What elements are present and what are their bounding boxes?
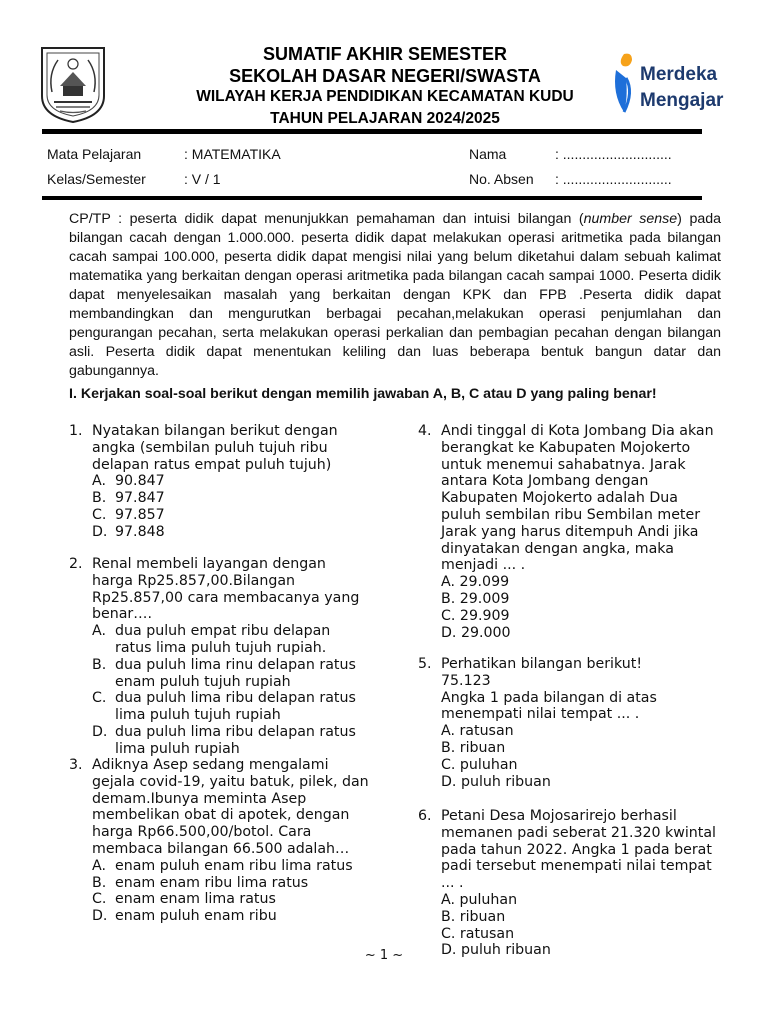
answer-option[interactable]: D. puluh ribuan (441, 942, 551, 959)
class-value: : V / 1 (184, 171, 221, 187)
question-text: Renal membeli layangan dengan harga Rp25.857,00.Bilangan Rp25.857,00 cara membacanya yang benar…. (92, 556, 360, 623)
exam-title: SUMATIF AKHIR SEMESTER (262, 44, 507, 64)
answer-option[interactable]: C. enam enam lima ratus (92, 891, 276, 908)
regional-emblem-logo (38, 44, 108, 124)
name-label: Nama (469, 146, 507, 162)
absen-field[interactable]: : ............................ (555, 171, 672, 187)
page-number: ~ 1 ~ (364, 948, 404, 963)
question-number: 5. (418, 656, 432, 672)
answer-option[interactable]: D. puluh ribuan (441, 773, 551, 790)
answer-option[interactable]: B. 97.847 (92, 490, 165, 507)
answer-option[interactable]: C. ratusan (441, 925, 515, 942)
question-number: 4. (418, 423, 432, 439)
answer-option[interactable]: C. 97.857 (92, 506, 165, 523)
logo-word-merdeka: Merdeka (640, 64, 718, 85)
question-text: Petani Desa Mojosarirejo berhasil memanen padi seberat 21.320 kwintal pada tahun 2022. Angka 1 pada berat padi tersebut menempati nilai tempat ... . (441, 808, 717, 892)
academic-year: TAHUN PELAJARAN 2024/2025 (270, 110, 500, 127)
question-1 (69, 423, 369, 541)
question-text: Andi tinggal di Kota Jombang Dia akan berangkat ke Kabupaten Mojokerto untuk menemui sahabatnya. Jarak antara Kota Jombang dengan Kabupaten Mojokerto adalah Dua puluh sembilan ribu Sembilan meter Jarak yang harus ditempuh Andi jika dinyatakan dengan angka, maka menjadi ... . (441, 423, 714, 574)
answer-option[interactable]: D. 29.000 (441, 624, 511, 641)
merdeka-mengajar-logo (610, 50, 724, 122)
question-number: 1. (69, 423, 83, 439)
question-number: 2. (69, 556, 83, 572)
answer-option[interactable]: C. 29.909 (441, 607, 510, 624)
question-text: Nyatakan bilangan berikut dengan angka (sembilan puluh tujuh ribu delapan ratus empat puluh tujuh) (92, 423, 338, 473)
logo-word-mengajar: Mengajar (640, 90, 724, 111)
answer-option[interactable]: B. ribuan (441, 739, 506, 756)
answer-option[interactable]: A. puluhan (441, 891, 518, 908)
question-2 (69, 556, 369, 758)
question-6 (418, 808, 718, 959)
question-number: 3. (69, 757, 83, 773)
answer-option[interactable]: C. puluhan (441, 756, 518, 773)
answer-option[interactable]: D. dua puluh lima ribu delapan ratus lima puluh rupiah (92, 723, 356, 757)
question-5 (418, 656, 718, 790)
question-text: Perhatikan bilangan berikut! (441, 656, 643, 672)
learning-objectives (69, 210, 721, 381)
question-number: 6. (418, 808, 432, 824)
cptp-italic-term: number sense (583, 211, 678, 227)
section-instruction: I. Kerjakan soal-soal berikut dengan memilih jawaban A, B, C atau D yang paling benar! (69, 386, 657, 402)
question-text: Adiknya Asep sedang mengalami gejala covid-19, yaitu batuk, pilek, dan demam.Ibunya meminta Asep membelikan obat di apotek, dengan harga Rp66.500,00/botol. Cara membaca bilangan 66.500 adalah… (92, 757, 369, 857)
question-3 (69, 757, 369, 925)
class-label: Kelas/Semester (47, 171, 146, 187)
answer-option[interactable]: A. 29.099 (441, 574, 510, 591)
name-field[interactable]: : ............................ (555, 146, 672, 162)
header-divider (42, 129, 702, 134)
answer-option[interactable]: C. dua puluh lima ribu delapan ratus lima puluh tujuh rupiah (92, 690, 356, 724)
answer-option[interactable]: A. dua puluh empat ribu delapan ratus lima puluh tujuh rupiah. (92, 623, 331, 656)
answer-option[interactable]: B. ribuan (441, 908, 506, 925)
subject-value: : MATEMATIKA (184, 146, 281, 162)
absen-label: No. Absen (469, 171, 534, 187)
question-text: Angka 1 pada bilangan di atas menempati nilai tempat ... . (441, 689, 657, 723)
subject-label: Mata Pelajaran (47, 146, 142, 162)
cptp-text-rest: ) pada bilangan cacah dengan 1.000.000. peserta didik dapat melakukan operasi aritmetika pada bilangan cacah sampai 100.000, peserta didik dapat mengisi nilai yang belum diketahui dalam sebuah kalimat matematika yang berkaitan dengan operasi aritmetika pada bilangan cacah sampai 1000. Peserta didik dapat menyelesaikan masalah yang berkaitan dengan KPK dan FPB .Peserta didik dapat membandingkan dan mengurutkan berbagai pecahan,melakukan operasi penjumlahan dan pengurangan pecahan, serta melakukan operasi perkalian dan pembagian pecahan dengan bilangan asli. Peserta didik dapat menentukan keliling dan luas beberapa bentuk bangun datar dan gabungannya. (69, 211, 722, 379)
answer-option[interactable]: A. enam puluh enam ribu lima ratus (92, 857, 353, 874)
cptp-text-start: CP/TP : peserta didik dapat menunjukkan pemahaman dan intuisi bilangan ( (69, 211, 584, 227)
school-name: SEKOLAH DASAR NEGERI/SWASTA (229, 66, 541, 86)
answer-option[interactable]: B. 29.009 (441, 590, 510, 607)
info-divider (42, 196, 702, 200)
answer-option[interactable]: A. ratusan (441, 723, 514, 740)
question-number-value: 75.123 (441, 672, 491, 689)
answer-option[interactable]: D. 97.848 (92, 523, 165, 540)
answer-option[interactable]: B. enam enam ribu lima ratus (92, 874, 309, 891)
question-4 (418, 423, 718, 641)
answer-option[interactable]: B. dua puluh lima rinu delapan ratus enam puluh tujuh rupiah (92, 656, 356, 690)
region-name: WILAYAH KERJA PENDIDIKAN KECAMATAN KUDU (196, 88, 574, 105)
answer-option[interactable]: A. 90.847 (92, 473, 165, 490)
answer-option[interactable]: D. enam puluh enam ribu (92, 908, 277, 925)
